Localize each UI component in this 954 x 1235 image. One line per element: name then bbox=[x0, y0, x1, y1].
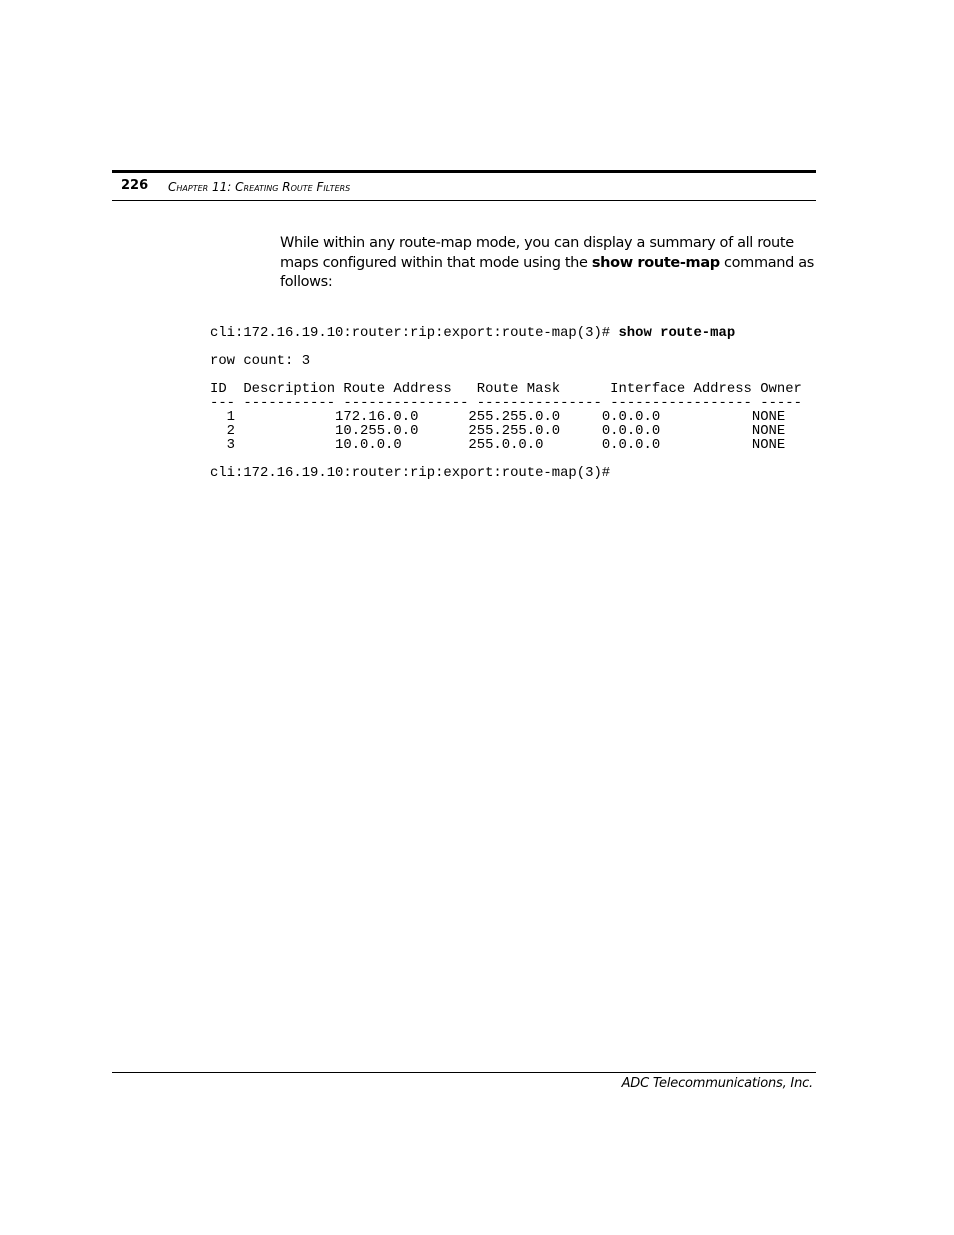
col-id-header: ID bbox=[210, 381, 227, 397]
cli-command: show route-map bbox=[618, 325, 736, 341]
row-route-address: 10.0.0.0 bbox=[335, 437, 402, 453]
sep-description: ----------- bbox=[243, 395, 336, 411]
chapter-title: Chapter 11: Creating Route Filters bbox=[168, 180, 351, 194]
row-owner: NONE bbox=[751, 423, 786, 439]
col-route-mask-header: Route Mask bbox=[476, 381, 561, 397]
table-row bbox=[210, 410, 802, 424]
col-description-header: Description bbox=[243, 381, 336, 397]
footer-company: ADC Telecommunications, Inc. bbox=[621, 1076, 813, 1091]
intro-text-after: command as follows: bbox=[280, 254, 814, 290]
blank-line bbox=[210, 368, 802, 382]
footer-rule bbox=[112, 1072, 816, 1073]
row-interface-address: 0.0.0.0 bbox=[601, 437, 661, 453]
command-line bbox=[210, 326, 802, 340]
header-rule-bottom bbox=[112, 200, 816, 201]
table-row bbox=[210, 424, 802, 438]
row-interface-address: 0.0.0.0 bbox=[601, 423, 661, 439]
row-interface-address: 0.0.0.0 bbox=[601, 409, 661, 425]
header-rule-top bbox=[112, 170, 816, 173]
table-separator bbox=[210, 396, 802, 410]
sep-interface-address: ----------------- bbox=[610, 395, 752, 411]
row-owner: NONE bbox=[751, 437, 786, 453]
sep-owner: ----- bbox=[760, 395, 802, 411]
row-route-address: 10.255.0.0 bbox=[335, 423, 419, 439]
row-id: 2 bbox=[226, 423, 236, 439]
row-route-mask: 255.255.0.0 bbox=[468, 409, 561, 425]
row-id: 1 bbox=[226, 409, 236, 425]
col-interface-address-header: Interface Address bbox=[610, 381, 752, 397]
col-owner-header: Owner bbox=[760, 381, 802, 397]
intro-text-before: While within any route-map mode, you can display a summary of all route maps configured within that mode using the bbox=[280, 235, 794, 271]
row-count: row count: 3 bbox=[210, 353, 311, 369]
blank-line bbox=[210, 452, 802, 466]
row-route-mask: 255.0.0.0 bbox=[468, 437, 544, 453]
page-number: 226 bbox=[121, 178, 149, 193]
sep-route-mask: --------------- bbox=[476, 395, 602, 411]
intro-command: show route-map bbox=[591, 254, 720, 271]
row-owner: NONE bbox=[751, 409, 786, 425]
cli-output bbox=[210, 326, 802, 480]
blank-line bbox=[210, 340, 802, 354]
row-route-mask: 255.255.0.0 bbox=[468, 423, 561, 439]
cli-prompt: cli:172.16.19.10:router:rip:export:route-map(3)# bbox=[210, 325, 619, 341]
col-route-address-header: Route Address bbox=[343, 381, 452, 397]
sep-route-address: --------------- bbox=[343, 395, 469, 411]
table-row bbox=[210, 438, 802, 452]
row-id: 3 bbox=[226, 437, 236, 453]
intro-paragraph bbox=[280, 234, 820, 293]
table-header bbox=[210, 382, 802, 396]
row-route-address: 172.16.0.0 bbox=[335, 409, 419, 425]
sep-id: --- bbox=[210, 395, 236, 411]
final-prompt: cli:172.16.19.10:router:rip:export:route-map(3)# bbox=[210, 465, 611, 481]
